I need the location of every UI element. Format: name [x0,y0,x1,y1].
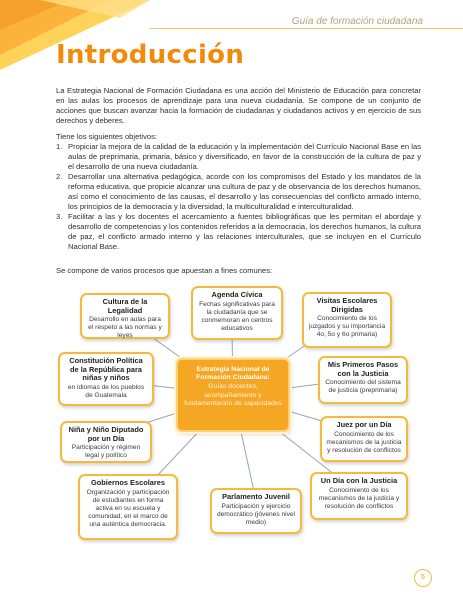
node-title: Parlamento Juvenil [222,492,290,501]
node-juez-por-un-dia [320,416,408,462]
node-gobiernos-escolares [78,474,178,540]
objective-number: 3. [56,212,63,221]
node-cultura-legalidad [80,293,170,339]
node-description: Conocimiento de los mecanismos de la justicia y resolución de conflictos [318,486,400,510]
node-nina-nino-diputado [60,421,152,463]
center-node-estrategia [176,358,290,432]
objective-number: 2. [56,172,63,181]
node-agenda-civica [191,286,283,340]
node-title: Juez por un Día [336,420,392,429]
objective-text: Propiciar la mejora de la calidad de la educación y la implementación del Currículo Nacional Base en las aulas de preprimaria, primaria, básico y diversificado, en favor de la construcción de la cultura de paz y el desarrollo de una nueva ciudadanía. [68,142,421,171]
objective-text: Facilitar a las y los docentes el acercamiento a fuentes bibliográficas que les permitan el abordaje y desarrollo de competencias y los contenidos referidos a la democracia, los derechos humanos, la cultura de paz, el conflicto armado interno y las relaciones interculturales, que se incluyen en el Currículo Nacional Base. [68,212,421,251]
node-description: Conocimiento de los mecanismos de la justicia y resolución de conflictos [326,430,402,454]
node-title: Niña y Niño Diputado por un Día [68,425,144,443]
node-mis-primeros-pasos [318,356,408,404]
node-description: Participación y ejercicio democrático (jóvenes nivel medio) [216,502,296,526]
node-title: Cultura de la Legalidad [102,297,148,315]
node-title: Agenda Cívica [211,290,263,299]
node-title: Constitución Política de la República para niñas y niños [69,356,143,382]
node-description: Conocimiento de los juzgados y su importancia 4o, 5o y 6o primaria) [308,315,386,338]
running-header: Guía de formación ciudadana [291,16,423,27]
page-title: Introducción [56,40,245,70]
objectives-intro: Tiene los siguientes objetivos: [56,132,158,141]
node-description: Organización y participación de estudiantes en forma activa en su escuela y comunidad, en el marco de una auténtica democracia. [86,488,170,528]
node-constitucion [58,352,154,406]
processes-intro-text: Se compone de varios procesos que apuestan a fines comunes: [56,266,273,275]
intro-text: La Estrategia Nacional de Formación Ciudadana es una acción del Ministerio de Educación para concretar en las aulas los procesos de aprendizaje para una nueva ciudadanía. Se compone de un conjunto de acciones que buscan avanzar hacia la formación de ciudadanas y ciudadanos activos y en ejercicio de sus derechos y deberes. [56,86,421,125]
page-number: 5 [414,569,432,587]
node-visitas-escolares [302,292,392,348]
node-description: Fechas significativas para la ciudadanía que se conmemoran en centros educativos [199,300,275,332]
center-node-title: Estrategia Nacional de Formación Ciudadana: [196,366,270,382]
node-description: Desarrollo en aulas para el respeto a las normas y leyes [88,316,162,339]
node-un-dia-con-la-justicia [310,472,408,520]
node-parlamento-juvenil [210,488,302,534]
node-description: Conocimiento del sistema de justicia (preprimaria) [325,379,401,394]
node-description: en idiomas de los pueblos de Guatemala [67,383,145,399]
node-title: Mis Primeros Pasos con la Justicia [327,360,399,378]
node-title: Un Día con la Justicia [320,476,398,485]
node-title: Gobiernos Escolares [91,478,165,487]
center-node-subtitle: Guías docentes, acompañamiento y fundamentación de capacidades [184,383,282,407]
objective-number: 1. [56,142,63,151]
node-description: Participación y régimen legal y político [71,444,141,459]
objective-text: Desarrollar una alternativa pedagógica, acorde con los compromisos del Estado y los mandatos de la reforma educativa, que propicie alcanzar una cultura de paz y de observancia de los derechos humanos, así como el conocimiento de las causas, el desarrollo y las consecuencias del conflicto armado interno, los principios de la democracia y la diversidad, la multiculturalidad e interculturalidad. [68,172,421,211]
node-title: Visitas Escolares Dirigidas [316,296,378,314]
